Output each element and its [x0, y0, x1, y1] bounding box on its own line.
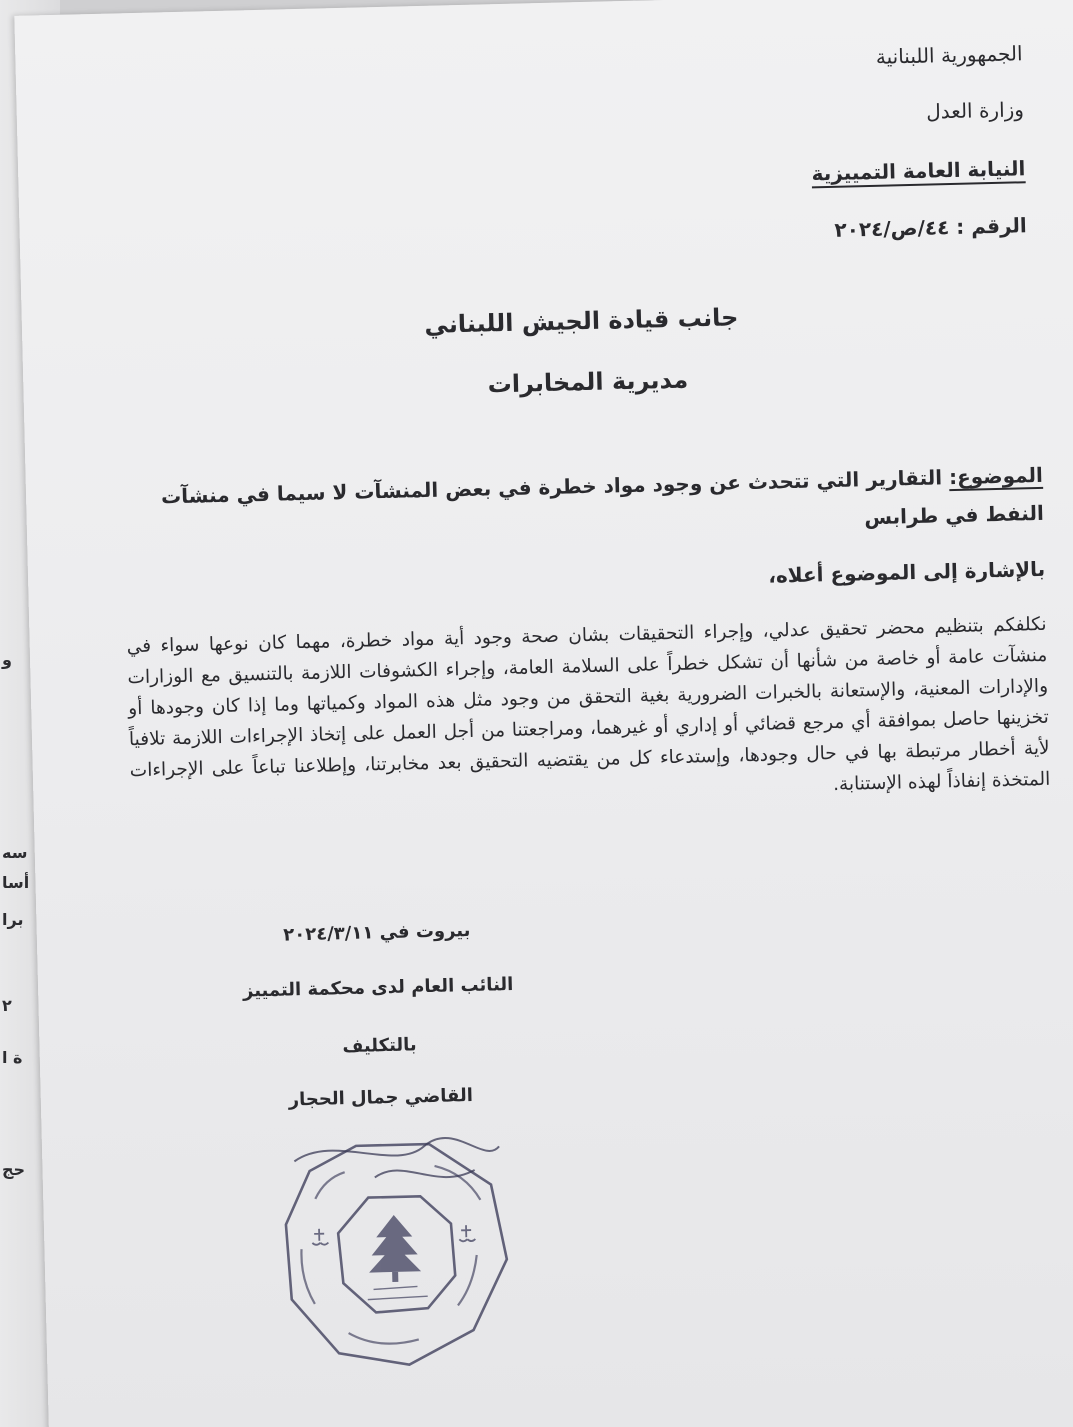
place-date: بيروت في ٢٠٢٤/٣/١١	[283, 920, 471, 946]
back-sheet-fragment: برا	[2, 910, 24, 929]
back-sheet-fragment: ٢	[2, 996, 12, 1015]
subject-text: التقارير التي تتحدث عن وجود مواد خطرة في بعض المنشآت لا سيما في منشآت النفط في طرابس	[160, 465, 1045, 530]
back-sheet-fragment: حج	[2, 1160, 26, 1179]
subject-label: الموضوع:	[948, 462, 1044, 490]
recipient-line: جانب قيادة الجيش اللبناني	[424, 303, 739, 339]
recipient-department: مديرية المخابرات	[487, 365, 689, 399]
signatory-name: القاضي جمال الحجار	[288, 1084, 474, 1111]
letter-paper	[14, 0, 1073, 1427]
assignment-note: بالتكليف	[342, 1034, 417, 1058]
body-paragraph: نكلفكم بتنظيم محضر تحقيق عدلي، وإجراء التحقيقات بشان صحة وجود أية مواد خطرة، مهما كان نوعها سواء في منشآت عامة أو خاصة من شأنها أن تشكل خطراً على السلامة العامة، وإجراء الكشوفات اللازمة بالتنسيق مع الوزارات والإدارات المعنية، والإستعانة بالخبرات الضرورية بغية التحقق من وجود مثل هذه المواد وكمياتها وما إذا كان وجودها أو تخزينها حاصل بموافقة أي مرجع قضائي أو إداري أو غيرهما، ومراجعتنا من أجل العمل على إتخاذ الإجراءات اللازمة تلافياً لأية أخطار مرتبطة بها في حال وجودها، وإستدعاء كل من يقتضيه التحقيق بعد مخابرتنا، وإطلاعنا تباعاً على الإجراءات المتخذة إنفاذاً لهذه الإستنابة.	[126, 613, 1051, 796]
reference-number: الرقم : ٤٤/ص/٢٠٢٤	[834, 213, 1028, 242]
reference-line: بالإشارة إلى الموضوع أعلاه،	[768, 556, 1046, 588]
back-sheet-fragment: ة ا	[2, 1048, 23, 1067]
back-sheet-fragment: أسا	[2, 873, 30, 892]
back-sheet-fragment: سه	[2, 843, 28, 862]
subject	[123, 456, 1045, 554]
ministry-heading: وزارة العدل	[925, 97, 1025, 124]
republic-heading: الجمهورية اللبنانية	[875, 41, 1023, 69]
office-heading: النيابة العامة التمييزية	[811, 156, 1026, 186]
signatory-title: النائب العام لدى محكمة التمييز	[242, 973, 514, 1002]
back-sheet-fragment: و	[2, 650, 12, 669]
official-stamp	[274, 1134, 515, 1375]
